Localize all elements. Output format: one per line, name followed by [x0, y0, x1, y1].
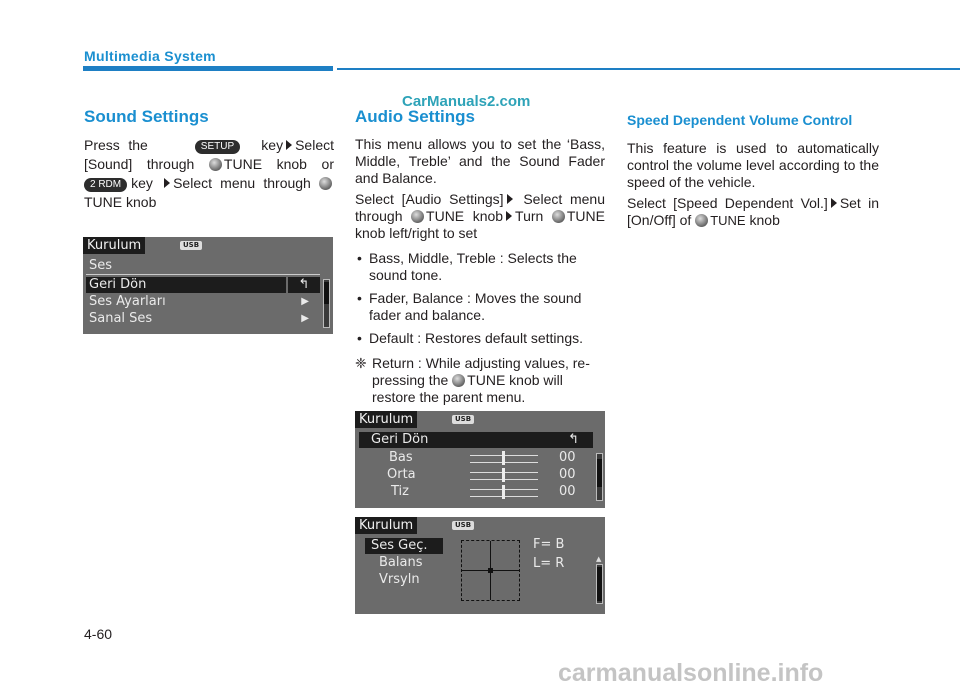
menu-item-back[interactable]: Geri Dön: [86, 277, 286, 293]
audio-settings-instructions: Select [Audio Settings] Select menu through TUNE knob Turn TUNE knob left/right to set: [355, 191, 605, 241]
speed-volume-heading: Speed Dependent Volume Control: [627, 112, 853, 128]
watermark-bottom[interactable]: carmanualsonline.info: [558, 659, 824, 687]
rdm-key-icon: 2 RDM: [84, 178, 127, 192]
bass-value: 00: [559, 450, 576, 465]
list-item: • Fader, Balance : Moves the sound fader and balance.: [357, 290, 582, 323]
scrollbar[interactable]: [596, 564, 603, 604]
header-title: Multimedia System: [84, 48, 216, 64]
watermark-top[interactable]: CarManuals2.com: [402, 93, 531, 110]
screen-title: Kurulum: [355, 517, 417, 534]
return-note: ❈ Return : While adjusting values, re-pressing the TUNE knob will restore the parent menu.: [355, 355, 590, 405]
menu-item-balance[interactable]: Balans: [379, 555, 423, 570]
menu-item-virtual-sound[interactable]: Sanal Ses ▶: [89, 311, 309, 326]
balance-readout: L= R: [533, 556, 565, 571]
scroll-up-icon[interactable]: ▲: [596, 555, 602, 563]
screen-sound-menu: [83, 237, 333, 334]
speed-volume-intro: This feature is used to automatically control the volume level according to the speed of the vehicle.: [627, 140, 879, 190]
tone-row-treble[interactable]: Tiz: [391, 484, 409, 499]
sound-settings-instructions: Press the SETUP key Select [Sound] through TUNE knob or 2 RDM key Select menu through TUNE knob: [84, 137, 335, 210]
middle-slider[interactable]: [470, 472, 538, 480]
tune-knob-icon: [552, 210, 565, 223]
usb-badge: USB: [452, 415, 474, 424]
speed-volume-section: [627, 108, 879, 233]
list-item: • Default : Restores default settings.: [357, 330, 583, 346]
bass-slider[interactable]: [470, 455, 538, 463]
arrow-right-icon: [506, 211, 512, 221]
header-bar-left: [83, 66, 333, 71]
fader-balance-grid[interactable]: [461, 540, 520, 601]
sound-settings-section: [84, 108, 334, 216]
screen-tone-settings: [355, 411, 605, 508]
speed-volume-instructions: Select [Speed Dependent Vol.] Set in [On/Off] of TUNE knob: [627, 195, 879, 228]
fader-readout: F= B: [533, 537, 565, 552]
menu-item-default[interactable]: Vrsyln: [379, 572, 420, 587]
treble-value: 00: [559, 484, 576, 499]
scrollbar[interactable]: [323, 279, 330, 328]
treble-slider[interactable]: [470, 489, 538, 497]
arrow-right-icon: [164, 178, 170, 188]
usb-badge: USB: [180, 241, 202, 250]
arrow-right-icon: [507, 194, 513, 204]
screen-subtitle: Ses: [89, 258, 113, 273]
arrow-right-icon: [286, 140, 292, 150]
back-icon: ↰: [568, 432, 579, 447]
tune-knob-icon: [452, 374, 465, 387]
chevron-right-icon: ▶: [301, 296, 309, 307]
header-bar-right: [337, 68, 960, 70]
tone-row-middle[interactable]: Orta: [387, 467, 416, 482]
list-item: • Bass, Middle, Treble : Selects the sound tone.: [357, 250, 577, 283]
tune-knob-icon: [319, 177, 332, 190]
back-icon: ↰: [288, 277, 320, 293]
menu-item-back[interactable]: Geri Dön ↰: [359, 432, 593, 448]
tone-row-bass[interactable]: Bas: [389, 450, 413, 465]
scrollbar[interactable]: [596, 453, 603, 501]
tune-knob-icon: [695, 214, 708, 227]
sound-settings-heading: Sound Settings: [84, 107, 209, 126]
menu-item-sound-settings[interactable]: Ses Ayarları ▶: [89, 294, 309, 309]
menu-item-fader[interactable]: Ses Geç.: [365, 538, 443, 554]
audio-settings-heading: Audio Settings: [355, 107, 475, 126]
screen-fader-balance: [355, 517, 605, 614]
position-marker-icon: [488, 568, 493, 573]
screen-title: Kurulum: [355, 411, 417, 428]
tune-knob-icon: [411, 210, 424, 223]
usb-badge: USB: [452, 521, 474, 530]
middle-value: 00: [559, 467, 576, 482]
setup-key-icon: SETUP: [195, 140, 240, 154]
audio-settings-intro: This menu allows you to set the ‘Bass, Middle, Treble’ and the Sound Fader and Balance.: [355, 136, 605, 186]
audio-settings-section: [355, 108, 605, 406]
page-number: 4-60: [84, 626, 113, 642]
chevron-right-icon: ▶: [301, 313, 309, 324]
screen-title: Kurulum: [83, 237, 145, 254]
audio-options-list: [355, 250, 605, 347]
tune-knob-icon: [209, 158, 222, 171]
arrow-right-icon: [831, 198, 837, 208]
